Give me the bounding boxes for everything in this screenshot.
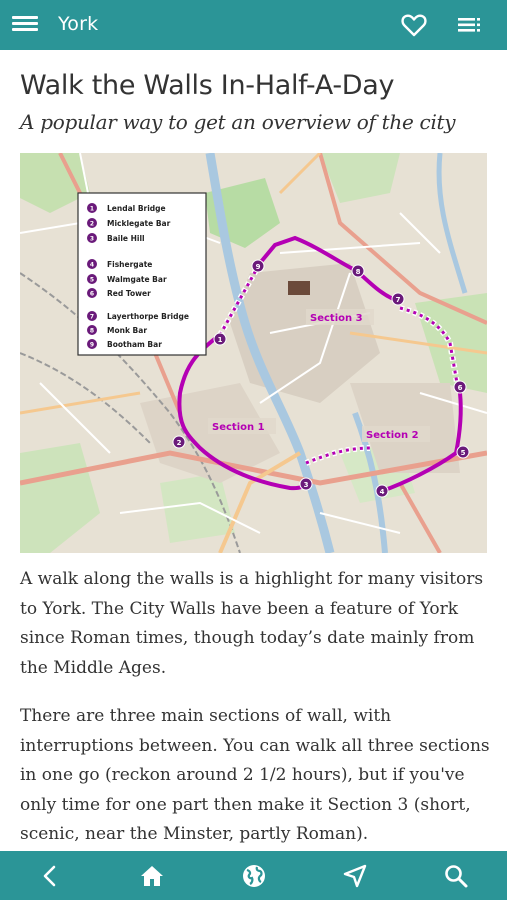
svg-text:5: 5	[460, 449, 466, 457]
svg-text:4: 4	[379, 488, 385, 496]
svg-text:9: 9	[255, 263, 261, 271]
svg-text:6: 6	[457, 384, 463, 392]
legend-item-2: Micklegate Bar	[107, 219, 171, 228]
list-icon[interactable]	[456, 13, 484, 37]
bottom-nav-bar	[0, 851, 507, 900]
page-title: Walk the Walls In-Half-A-Day	[20, 70, 395, 101]
svg-text:3: 3	[89, 235, 95, 243]
top-app-bar	[0, 0, 507, 50]
section-1-label: Section 1	[212, 422, 265, 433]
svg-text:8: 8	[89, 327, 95, 335]
section-2-label: Section 2	[366, 430, 419, 441]
section-3-label: Section 3	[310, 313, 363, 324]
legend-item-8: Monk Bar	[107, 326, 148, 335]
legend-item-5: Walmgate Bar	[107, 275, 167, 284]
svg-text:2: 2	[89, 220, 95, 228]
hamburger-menu-icon[interactable]	[12, 13, 38, 37]
heart-icon[interactable]	[400, 11, 428, 39]
location-arrow-icon[interactable]	[342, 863, 368, 889]
svg-text:1: 1	[89, 205, 95, 213]
map-legend	[78, 193, 206, 355]
legend-item-6: Red Tower	[107, 289, 151, 298]
svg-text:4: 4	[89, 261, 95, 269]
svg-text:6: 6	[89, 290, 95, 298]
svg-text:7: 7	[89, 313, 95, 321]
chevron-left-icon[interactable]	[38, 863, 64, 889]
svg-text:2: 2	[176, 439, 182, 447]
legend-item-1: Lendal Bridge	[107, 204, 166, 213]
globe-icon[interactable]	[241, 863, 267, 889]
svg-text:9: 9	[89, 341, 95, 349]
svg-text:8: 8	[355, 268, 361, 276]
home-icon[interactable]	[139, 863, 165, 889]
svg-text:3: 3	[303, 481, 309, 489]
walls-map[interactable]	[20, 153, 487, 553]
app-title: York	[58, 13, 99, 35]
svg-text:7: 7	[395, 296, 401, 304]
legend-item-9: Bootham Bar	[107, 340, 162, 349]
page-subtitle: A popular way to get an overview of the city	[20, 110, 456, 134]
svg-text:1: 1	[217, 336, 223, 344]
legend-item-4: Fishergate	[107, 260, 153, 269]
legend-item-3: Baile Hill	[107, 234, 145, 243]
article-content[interactable]	[0, 50, 507, 851]
legend-item-7: Layerthorpe Bridge	[107, 312, 189, 321]
search-icon[interactable]	[443, 863, 469, 889]
svg-text:5: 5	[89, 276, 95, 284]
paragraph-2: There are three main sections of wall, with interruptions between. You can walk all three sections in one go (reckon around 2 1/2 hours), but if you've only time for one part then make it Section 3 (short, scenic, near the Minster, partly Roman).	[20, 706, 490, 844]
paragraph-1: A walk along the walls is a highlight for many visitors to York. The City Walls have been a feature of York since Roman times, though today’s date mainly from the Middle Ages.	[20, 569, 484, 678]
